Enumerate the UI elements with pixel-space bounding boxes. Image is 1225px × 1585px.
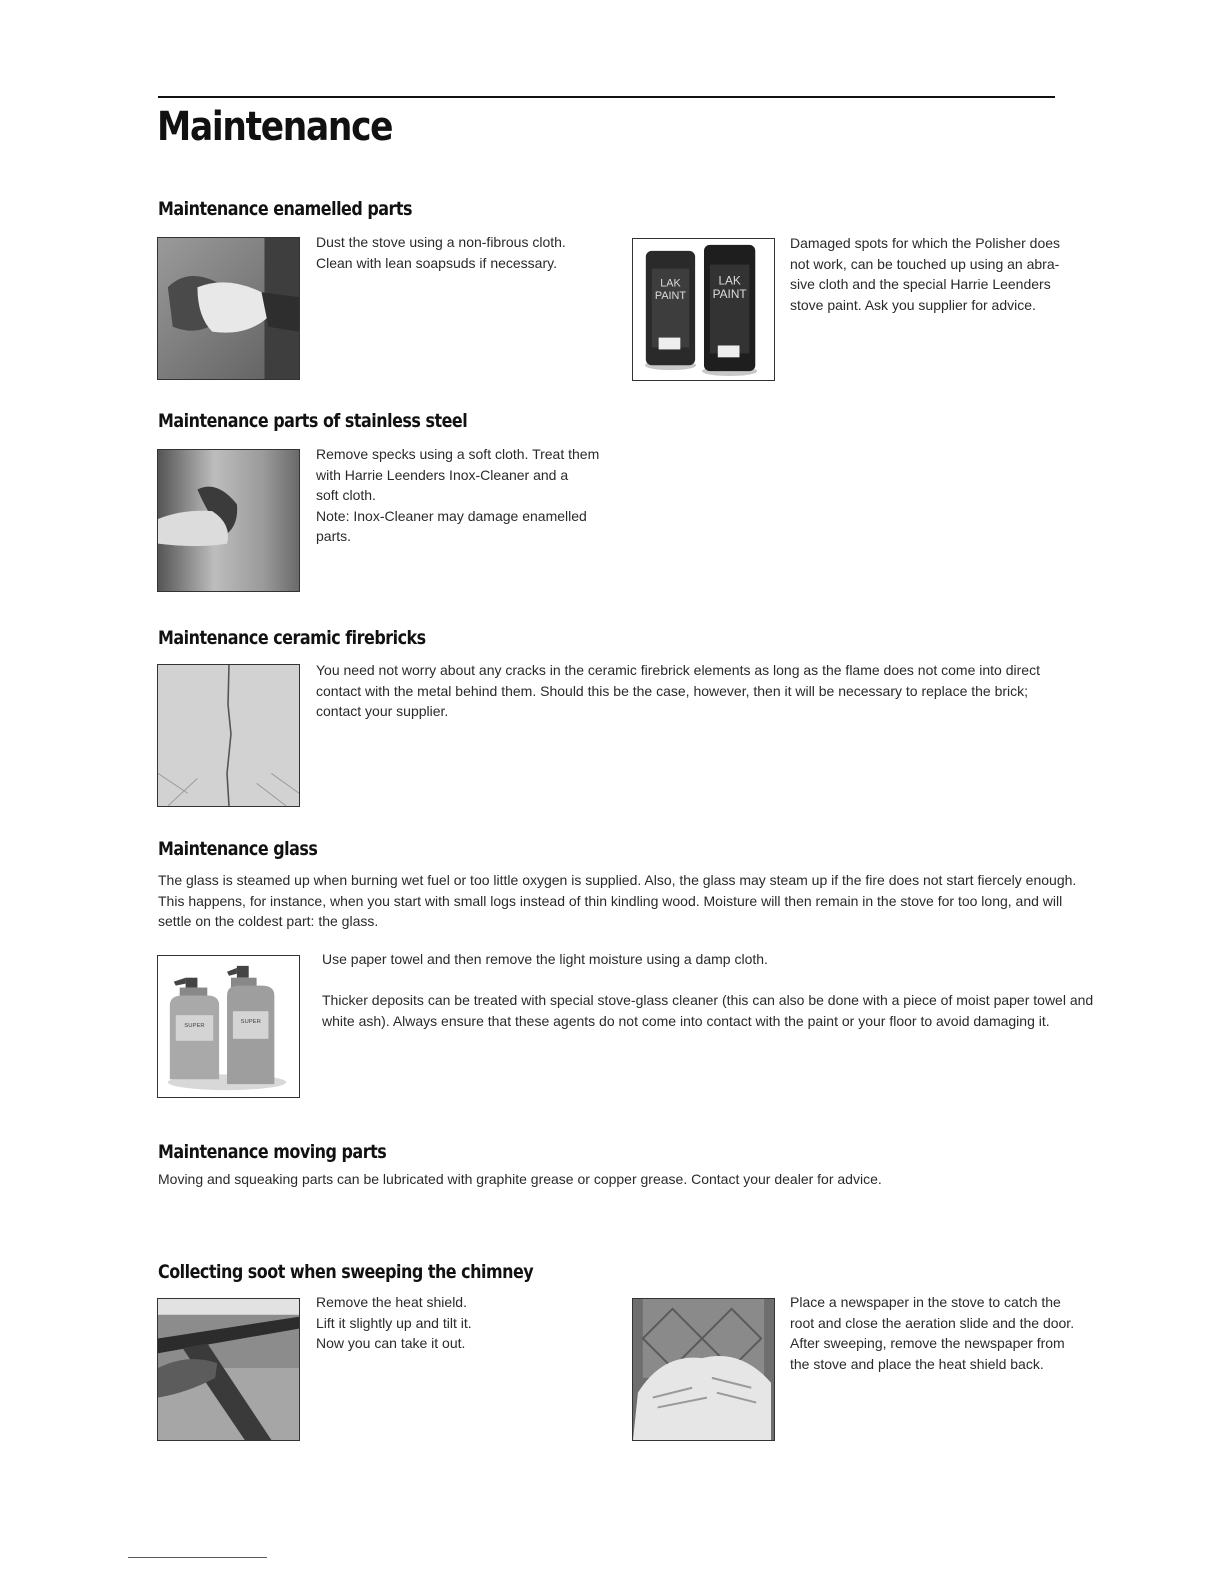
footer-link-underline[interactable] [128,1557,267,1558]
text-line: parts. [316,528,352,544]
text-line: the stove and place the heat shield back. [790,1355,1044,1372]
text-line: with Harrie Leenders Inox-Cleaner and a [316,466,569,483]
can-label-paint: PAINT [712,287,747,302]
text-line: not work, can be touched up using an abra- [790,255,1060,272]
text-line: Clean with lean soapsuds if necessary. [316,254,557,271]
heading-moving-parts: Maintenance moving parts [158,1141,387,1163]
text-line: Use paper towel and then remove the light moisture using a damp cloth. [322,951,768,967]
text-line: Remove specks using a soft cloth. Treat them [316,446,600,462]
heading-stainless-steel: Maintenance parts of stainless steel [158,410,468,432]
can-label-paint: PAINT [654,290,687,303]
soot-right-text [790,1292,1110,1374]
bottle-label: SUPER [184,1022,205,1029]
enamelled-left-text [316,232,616,273]
glass-intro-text [158,870,1118,932]
photo-newspaper-in-stove [632,1298,775,1441]
heading-ceramic-firebricks: Maintenance ceramic firebricks [158,627,426,649]
photo-paint-cans [632,238,775,381]
text-line: You need not worry about any cracks in the ceramic firebrick elements as long as the flame does not come into direct [316,662,1040,678]
photo-firebrick [157,664,300,807]
soot-left-text [316,1292,616,1354]
moving-parts-text [158,1169,1118,1190]
text-line: Moving and squeaking parts can be lubricated with graphite grease or copper grease. Contact your dealer for advice. [158,1171,882,1187]
text-line: Note: Inox-Cleaner may damage enamelled [316,507,587,524]
text-line: settle on the coldest part: the glass. [158,913,379,929]
stainless-text [316,444,616,547]
text-line: contact with the metal behind them. Should this be the case, however, then it will be necessary to replace the brick; [316,682,1029,699]
glass-text-1 [322,949,1122,970]
text-line: Lift it slightly up and tilt it. [316,1314,472,1331]
bottle-label: SUPER [240,1019,261,1026]
photo-heat-shield [157,1298,300,1441]
can-label-lak: LAK [718,273,741,288]
text-line: sive cloth and the special Harrie Leenders [790,276,1051,292]
text-line: Thicker deposits can be treated with special stove-glass cleaner (this can also be done with a piece of moist paper towel and [322,992,1094,1008]
photo-cloth-on-steel [157,449,300,592]
text-line: stove paint. Ask you supplier for advice. [790,296,1036,313]
text-line: Remove the heat shield. [316,1294,467,1310]
firebricks-text [316,660,1116,722]
text-line: soft cloth. [316,487,376,503]
text-line: Place a newspaper in the stove to catch the [790,1294,1061,1310]
text-line: After sweeping, remove the newspaper from [790,1335,1065,1351]
page-title: Maintenance [157,104,393,150]
heading-enamelled-parts: Maintenance enamelled parts [158,198,413,220]
text-line: Now you can take it out. [316,1335,466,1351]
text-line: Dust the stove using a non-fibrous cloth. [316,234,566,250]
heading-glass: Maintenance glass [158,838,318,860]
text-line: root and close the aeration slide and the door. [790,1314,1075,1331]
text-line: white ash). Always ensure that these agents do not come into contact with the paint or your floor to avoid damaging it. [322,1012,1050,1029]
top-rule [158,96,1055,98]
text-line: The glass is steamed up when burning wet fuel or too little oxygen is supplied. Also, the glass may steam up if the fire does not start fiercely enough. [158,872,1077,888]
photo-glass-cleaner-bottles [157,955,300,1098]
text-line: contact your supplier. [316,703,449,719]
photo-cloth-on-enamel [157,237,300,380]
can-label-lak: LAK [660,277,681,290]
glass-text-2 [322,990,1122,1031]
text-line: This happens, for instance, when you start with small logs instead of thin kindling wood. Moisture will then remain in the stove for too long, and will [158,892,1063,909]
heading-collecting-soot: Collecting soot when sweeping the chimney [158,1261,534,1283]
enamelled-right-text [790,233,1090,315]
text-line: Damaged spots for which the Polisher does [790,235,1061,251]
